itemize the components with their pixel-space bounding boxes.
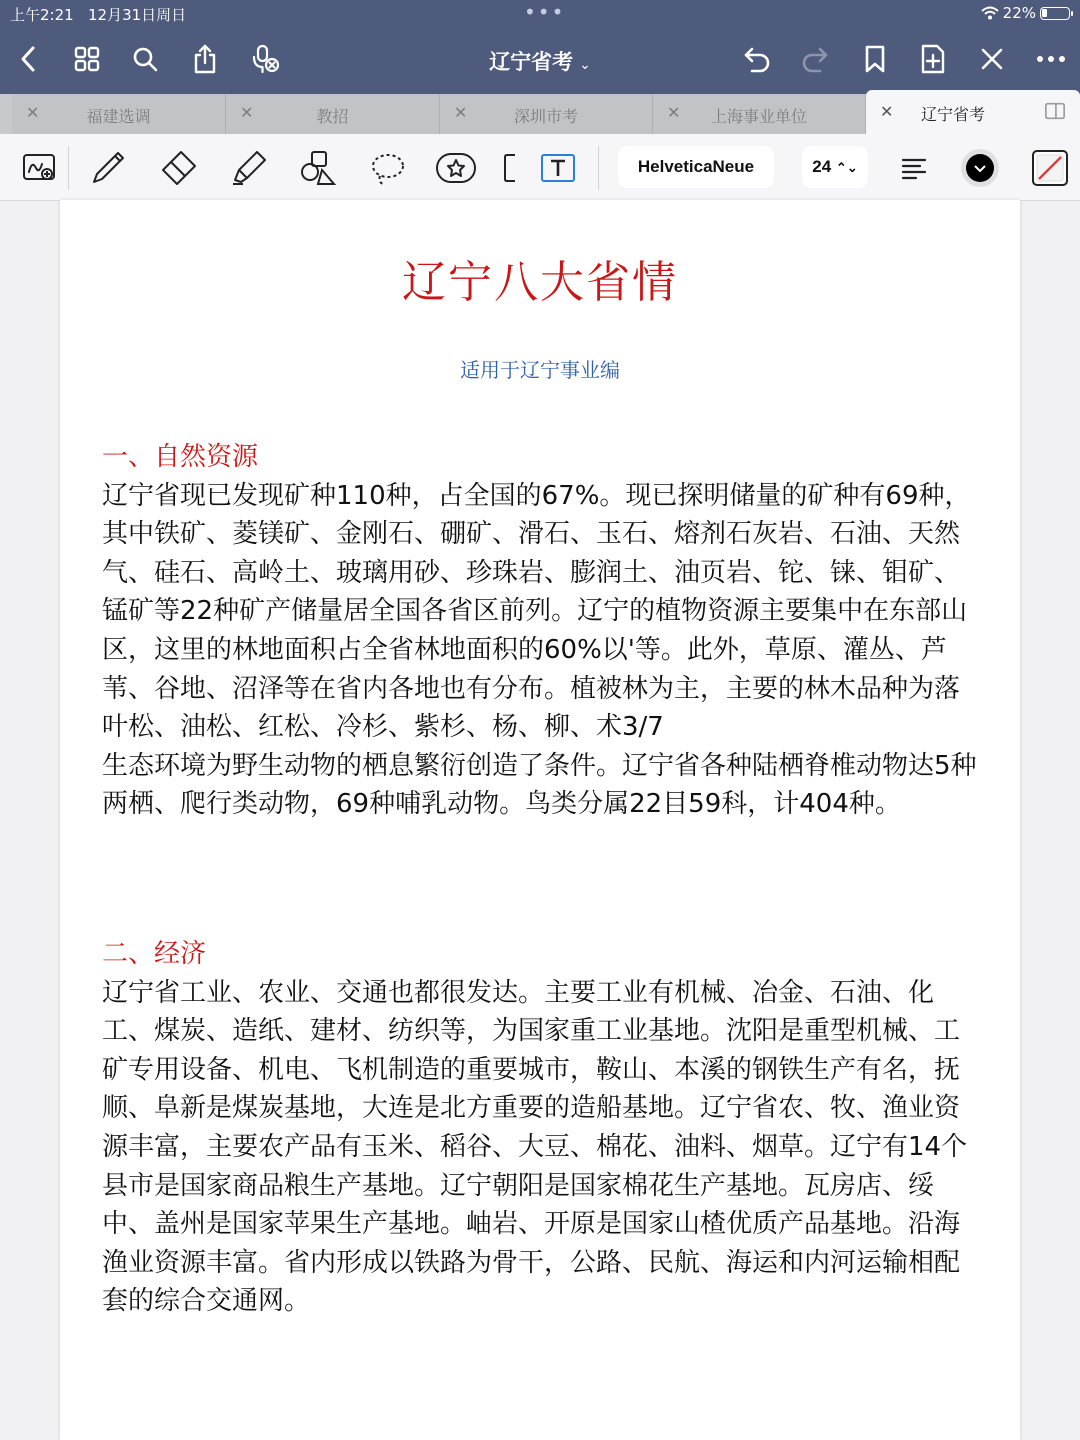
text-align-icon[interactable] — [892, 146, 936, 190]
nav-title[interactable]: 辽宁省考 ⌄ — [489, 50, 591, 74]
lasso-icon[interactable] — [366, 146, 410, 190]
chevron-down-icon[interactable]: ⌄ — [579, 57, 591, 73]
document-page[interactable] — [60, 200, 1020, 1440]
pen-icon[interactable] — [86, 146, 130, 190]
tab-close-icon[interactable]: ✕ — [667, 103, 681, 122]
annotation-toolbar — [0, 134, 1080, 201]
redo-icon[interactable] — [798, 42, 832, 76]
wifi-icon — [981, 6, 999, 20]
stepper-chevron-icon: ⌃⌄ — [835, 160, 858, 175]
split-view-icon[interactable] — [1044, 100, 1066, 122]
status-bar — [0, 0, 1080, 28]
undo-icon[interactable] — [740, 42, 774, 76]
battery-icon — [1040, 7, 1070, 20]
eraser-icon[interactable] — [156, 146, 200, 190]
close-icon[interactable] — [975, 42, 1009, 76]
tab-jiaozhao[interactable]: ✕ 教招 — [226, 94, 440, 134]
font-size-selector[interactable] — [802, 146, 868, 188]
tab-bar — [0, 94, 1080, 134]
section-heading: 二、经济 — [102, 939, 207, 969]
battery-percent: 22% — [1002, 4, 1036, 22]
color-picker[interactable] — [958, 146, 1002, 190]
highlighter-icon[interactable] — [226, 146, 270, 190]
font-family-selector[interactable]: HelveticaNeue — [618, 146, 774, 188]
text-tool-icon[interactable] — [538, 146, 578, 190]
font-size-value: 24 — [812, 157, 832, 176]
section-economy — [102, 935, 982, 1321]
image-tool-icon[interactable] — [500, 146, 520, 190]
section-paragraph: 辽宁省现已发现矿种110种，占全国的67%。现已探明储量的矿种有69种，其中铁矿、菱镁矿、金刚石、硼矿、滑石、玉石、熔剂石灰岩、石油、天然气、硅石、高岭土、玻璃用砂、珍珠岩、膨润土、油页岩、铊、铼、钼矿、锰矿等22种矿产储量居全国各省区前列。辽宁的植物资源主要集中在东部山区，这里的林地面积占全省林地面积的60%以'等。此外，草原、灌丛、芦苇、谷地、沼泽等在省内各地也有分布。植被林为主，主要的林木品种为落叶松、油松、红松、冷杉、紫杉、杨、柳、术3/7 — [102, 480, 971, 743]
top-bar — [0, 0, 1080, 94]
document-title: 辽宁八大省情 — [402, 257, 678, 308]
tab-shenzhen[interactable]: ✕ 深圳市考 — [440, 94, 653, 134]
tab-close-icon[interactable]: ✕ — [240, 103, 254, 122]
fill-none-icon[interactable] — [1028, 146, 1072, 190]
tab-fujian[interactable]: ✕ 福建选调 — [12, 94, 226, 134]
sticker-icon[interactable] — [434, 146, 478, 190]
add-page-icon[interactable] — [916, 42, 950, 76]
section-paragraph: 辽宁省工业、农业、交通也都很发达。主要工业有机械、冶金、石油、化工、煤炭、造纸、建材、纺织等，为国家重工业基地。沈阳是重型机械、工矿专用设备、机电、飞机制造的重要城市，鞍山、本溪的钢铁生产有名，抚顺、阜新是煤炭基地，大连是北方重要的造船基地。辽宁省农、牧、渔业资源丰富，主要农产品有玉米、稻谷、大豆、棉花、油料、烟草。辽宁有14个县市是国家商品粮生产基地。辽宁朝阳是国家棉花生产基地。瓦房店、绥中、盖州是国家苹果生产基地。岫岩、开原是国家山楂优质产品基地。沿海渔业资源丰富。省内形成以铁路为骨干，公路、民航、海运和内河运输相配套的综合交通网。 — [102, 977, 968, 1317]
section-paragraph: 生态环境为野生动物的栖息繁衍创造了条件。辽宁省各种陆栖脊椎动物达5种两栖、爬行类动物，69种哺乳动物。鸟类分属22目59科，计404种。 — [102, 750, 977, 820]
status-time: 上午2:21 12月31日周日 — [10, 6, 187, 24]
more-icon[interactable] — [1034, 42, 1068, 76]
status-right — [981, 4, 1070, 22]
tab-close-icon[interactable]: ✕ — [454, 103, 468, 122]
tab-close-icon[interactable]: ✕ — [880, 102, 894, 121]
lasso-zoom-icon[interactable] — [18, 146, 62, 190]
tab-liaoning[interactable]: ✕ 辽宁省考 — [866, 90, 1080, 134]
tab-shanghai[interactable]: ✕ 上海事业单位 — [653, 94, 866, 134]
nav-bar — [0, 28, 1080, 94]
document-subtitle: 适用于辽宁事业编 — [460, 358, 620, 382]
section-natural-resources — [102, 438, 982, 824]
section-heading: 一、自然资源 — [102, 442, 259, 472]
multitask-dots-icon[interactable]: ••• — [524, 0, 566, 24]
tab-close-icon[interactable]: ✕ — [26, 103, 40, 122]
bookmark-icon[interactable] — [858, 42, 892, 76]
shapes-icon[interactable] — [296, 146, 340, 190]
